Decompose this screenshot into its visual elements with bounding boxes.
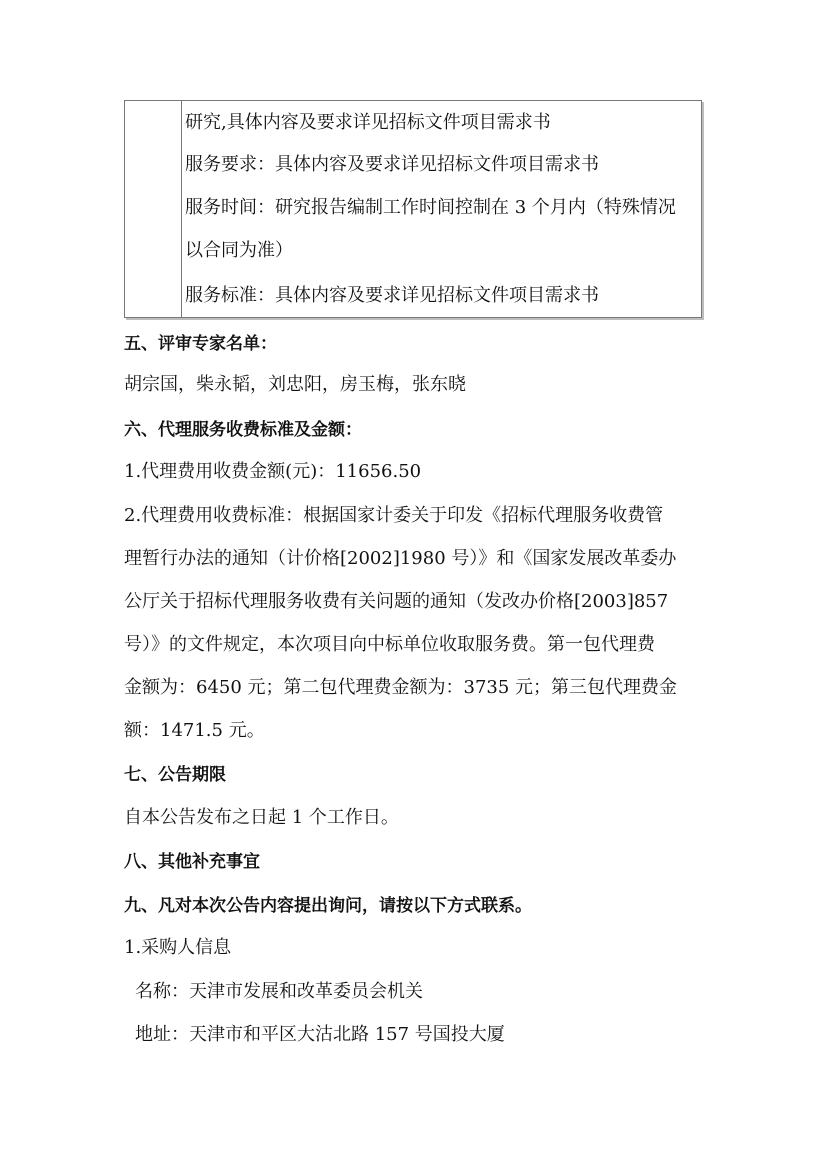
section-6-item-2-line-2: 理暂行办法的通知（计价格[2002]1980 号）》和《国家发展改革委办 (124, 548, 677, 569)
section-5-text: 胡宗国，柴永韬，刘忠阳，房玉梅，张东晓 (124, 374, 466, 395)
section-6-item-2-line-3: 公厅关于招标代理服务收费有关问题的通知（发改办价格[2003]857 (124, 591, 669, 612)
table-line-5: 服务标准：具体内容及要求详见招标文件项目需求书 (185, 285, 599, 306)
table-line-2: 服务要求：具体内容及要求详见招标文件项目需求书 (185, 154, 599, 175)
section-6-heading: 六、代理服务收费标准及金额： (124, 420, 362, 440)
section-6-item-2-line-5: 金额为：6450 元；第二包代理费金额为：3735 元；第三包代理费金 (124, 677, 678, 698)
table-left-cell (125, 101, 182, 317)
section-7-heading: 七、公告期限 (124, 765, 226, 785)
table-right-cell (185, 101, 701, 317)
section-9-heading: 九、凡对本次公告内容提出询问，请按以下方式联系。 (124, 896, 532, 916)
section-6-item-2-line-4: 号）》的文件规定，本次项目向中标单位收取服务费。第一包代理费 (124, 634, 655, 655)
section-6-item-2-line-6: 额：1471.5 元。 (124, 720, 265, 741)
table-line-1: 研究,具体内容及要求详见招标文件项目需求书 (185, 112, 551, 133)
section-6-item-1: 1.代理费用收费金额(元)：11656.50 (124, 461, 422, 482)
section-5-heading: 五、评审专家名单： (124, 334, 277, 354)
table-line-3: 服务时间：研究报告编制工作时间控制在 3 个月内（特殊情况 (185, 197, 676, 218)
table-line-4: 以合同为准） (185, 240, 293, 261)
purchaser-name: 名称：天津市发展和改革委员会机关 (135, 981, 423, 1002)
requirements-table (124, 100, 702, 318)
section-9-sub-1: 1.采购人信息 (124, 937, 232, 958)
section-6-item-2-line-1: 2.代理费用收费标准：根据国家计委关于印发《招标代理服务收费管 (124, 505, 664, 526)
purchaser-address: 地址：天津市和平区大沽北路 157 号国投大厦 (135, 1024, 505, 1045)
section-7-text: 自本公告发布之日起 1 个工作日。 (124, 807, 399, 828)
section-8-heading: 八、其他补充事宜 (124, 852, 260, 872)
